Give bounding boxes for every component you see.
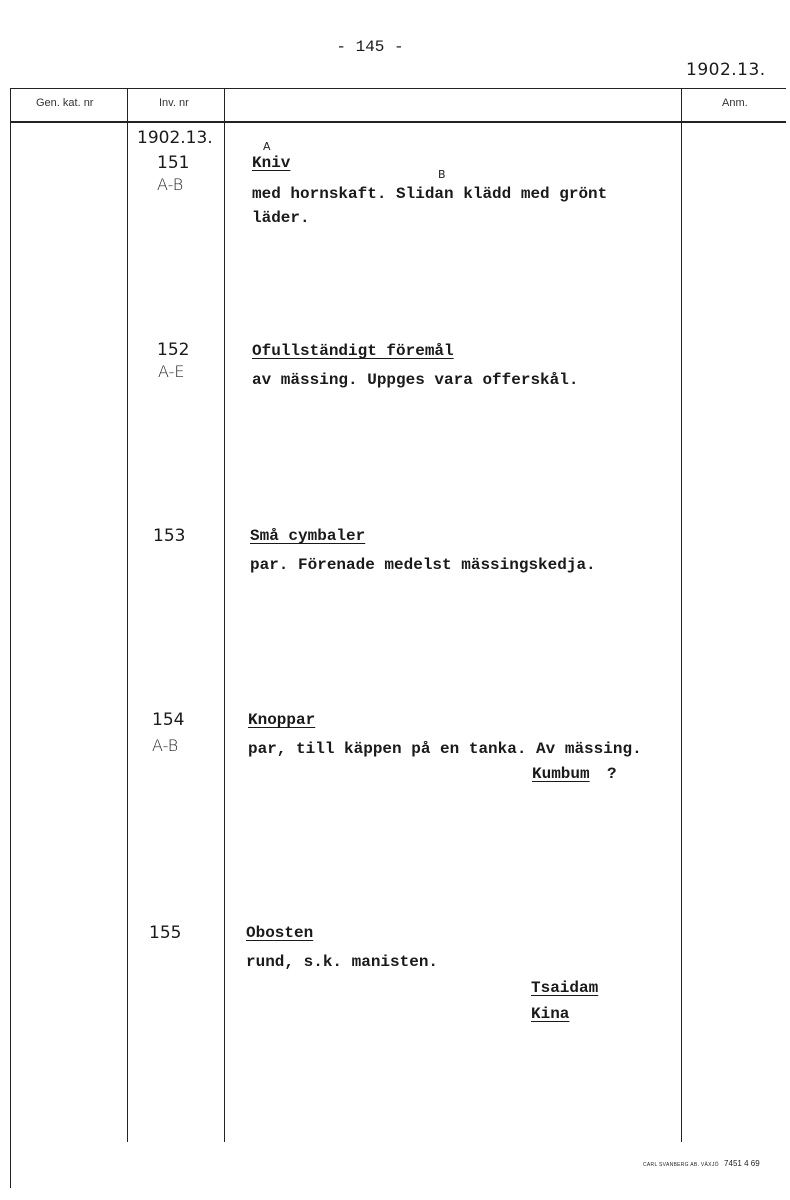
- handwritten-mark: B: [438, 168, 446, 181]
- item-description-line: par, till käppen på en tanka. Av mässing.: [248, 740, 642, 758]
- column-divider-desc-anm: [681, 88, 682, 1142]
- item-title: Obosten: [246, 924, 314, 942]
- place-name: Kumbum: [532, 765, 590, 783]
- handwritten-part-letters: A-B: [157, 175, 184, 194]
- form-code: 7451 4 69: [724, 1159, 760, 1168]
- column-header-inv: Inv. nr: [159, 97, 189, 109]
- item-description-line: med hornskaft. Slidan klädd med grönt: [252, 185, 608, 203]
- item-description-line: rund, s.k. manisten.: [246, 953, 439, 971]
- item-description-line: par. Förenade medelst mässingskedja.: [250, 556, 596, 574]
- item-title: Ofullständigt föremål: [252, 342, 454, 360]
- handwritten-mark: A: [263, 140, 271, 153]
- item-title: Kniv: [252, 154, 291, 172]
- printer-imprint: [643, 1159, 760, 1168]
- inv-number: 151: [157, 153, 190, 173]
- handwritten-part-letters: A-B: [152, 736, 179, 755]
- place-name: Tsaidam: [531, 979, 599, 997]
- item-title: Knoppar: [248, 711, 316, 729]
- uncertainty-mark: ?: [607, 765, 617, 783]
- column-divider-gen-inv: [127, 88, 128, 1142]
- item-description-line: av mässing. Uppges vara offerskål.: [252, 371, 579, 389]
- inv-number: 155: [149, 923, 182, 943]
- item-description-line: läder.: [252, 209, 310, 227]
- place-name: Kina: [531, 1005, 570, 1023]
- inv-number: 152: [157, 340, 190, 360]
- series-number: 1902.13.: [686, 60, 766, 80]
- inv-number: 153: [153, 526, 186, 546]
- column-divider-inv-desc: [224, 88, 225, 1142]
- left-border: [10, 88, 11, 1188]
- column-header-anm: Anm.: [722, 97, 748, 109]
- page-number: - 145 -: [336, 38, 404, 56]
- inv-number: 154: [152, 710, 185, 730]
- item-title: Små cymbaler: [250, 527, 366, 545]
- series-number-in-table: 1902.13.: [137, 128, 213, 148]
- handwritten-part-letters: A-E: [158, 362, 185, 381]
- printer-name: CARL SVANBERG AB. VÄXJÖ: [643, 1162, 719, 1168]
- column-header-gen-kat: Gen. kat. nr: [36, 97, 94, 109]
